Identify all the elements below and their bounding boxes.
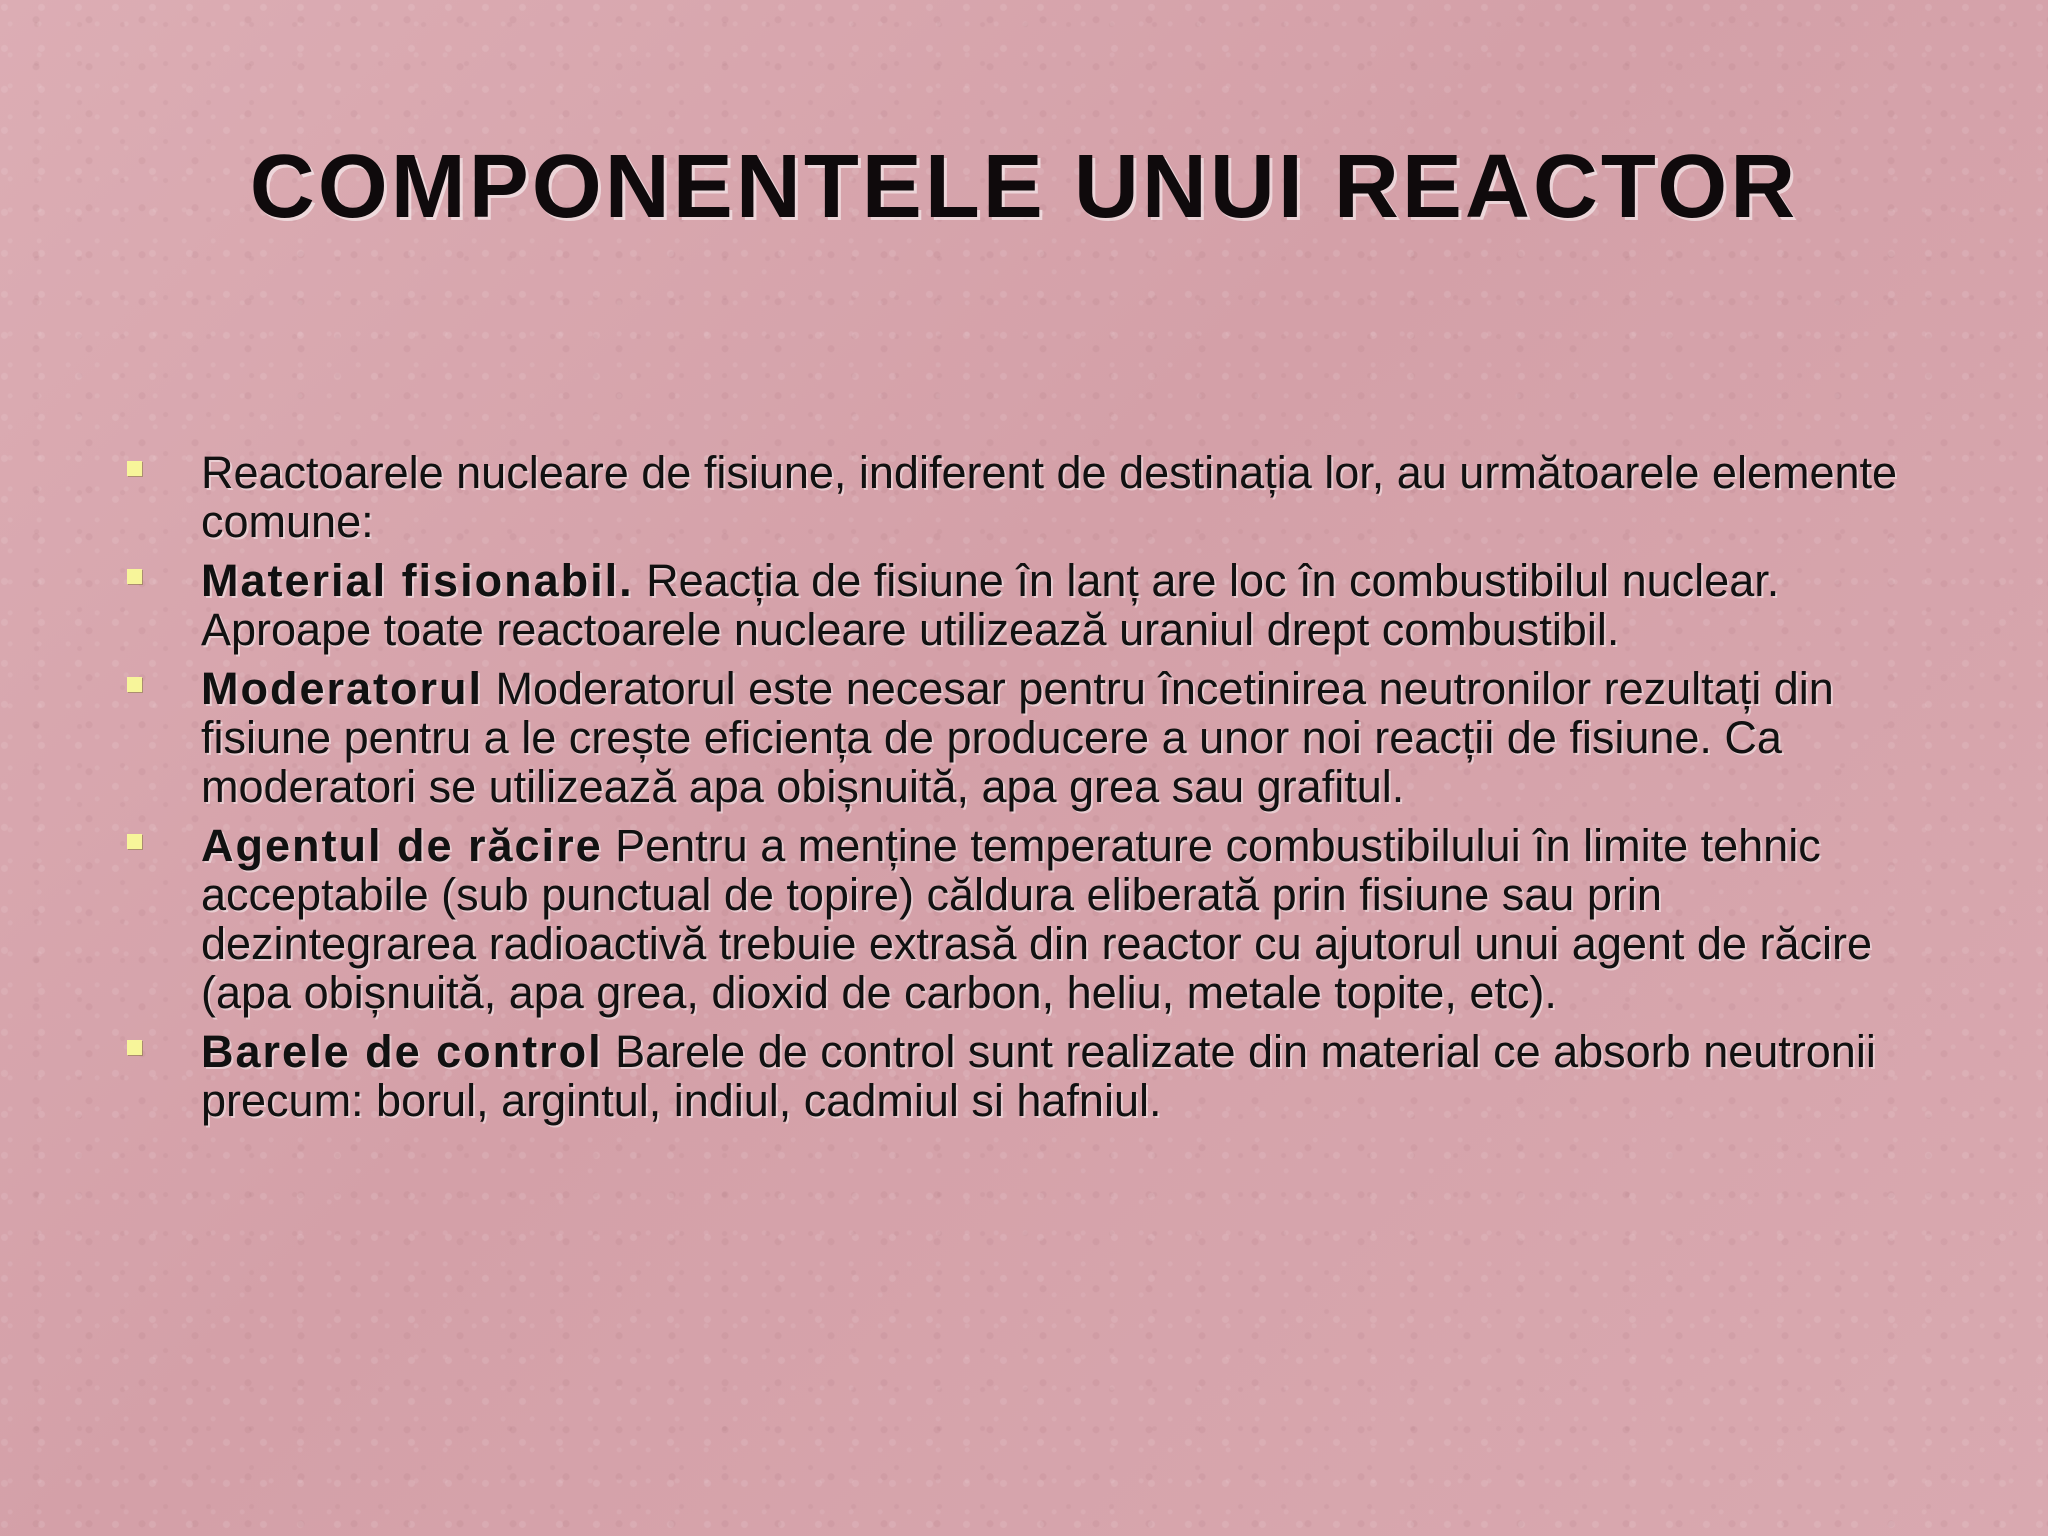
bullet-text: Reactoarele nucleare de fisiune, indiferent de destinația lor, au următoarele elemente comune:: [201, 447, 1898, 547]
square-bullet-icon: [127, 569, 142, 584]
bullet-text: Barele de control sunt realizate din material ce absorb neutronii precum: borul, argintul, indiul, cadmiul si hafniul.: [201, 1026, 1876, 1126]
bullet-item-moderatorul: [120, 664, 1920, 811]
bullet-text: Reacția de fisiune în lanț are loc în combustibilul nuclear. Aproape toate reactoarele nucleare utilizează uraniul drept combustibil.: [201, 555, 1780, 655]
bullet-term: Material fisionabil.: [201, 555, 634, 606]
square-bullet-icon: [127, 677, 142, 692]
slide-title: COMPONENTELE UNUI REACTOR: [249, 137, 1799, 237]
square-bullet-icon: [127, 461, 142, 476]
bullet-term: Agentul de răcire: [201, 820, 603, 871]
bullet-text: Moderatorul este necesar pentru încetinirea neutronilor rezultați din fisiune pentru a le crește eficiența de producere a unor noi reacții de fisiune. Ca moderatori se utilizează apa obișnuită, apa grea sau grafitul.: [201, 663, 1834, 812]
bullet-item-material-fisionabil: [120, 556, 1920, 654]
bullet-list: [120, 448, 1920, 1135]
bullet-term: Barele de control: [201, 1026, 603, 1077]
bullet-item-intro: [120, 448, 1920, 546]
bullet-item-barele-de-control: [120, 1027, 1920, 1125]
bullet-item-agentul-de-racire: [120, 821, 1920, 1017]
bullet-term: Moderatorul: [201, 663, 484, 714]
bullet-text: Pentru a menține temperature combustibilului în limite tehnic acceptabile (sub punctual de topire) căldura eliberată prin fisiune sau prin dezintegrarea radioactivă trebuie extrasă din reactor cu ajutorul unui agent de răcire (apa obișnuită, apa grea, dioxid de carbon, heliu, metale topite, etc).: [201, 820, 1872, 1018]
square-bullet-icon: [127, 834, 142, 849]
square-bullet-icon: [127, 1040, 142, 1055]
